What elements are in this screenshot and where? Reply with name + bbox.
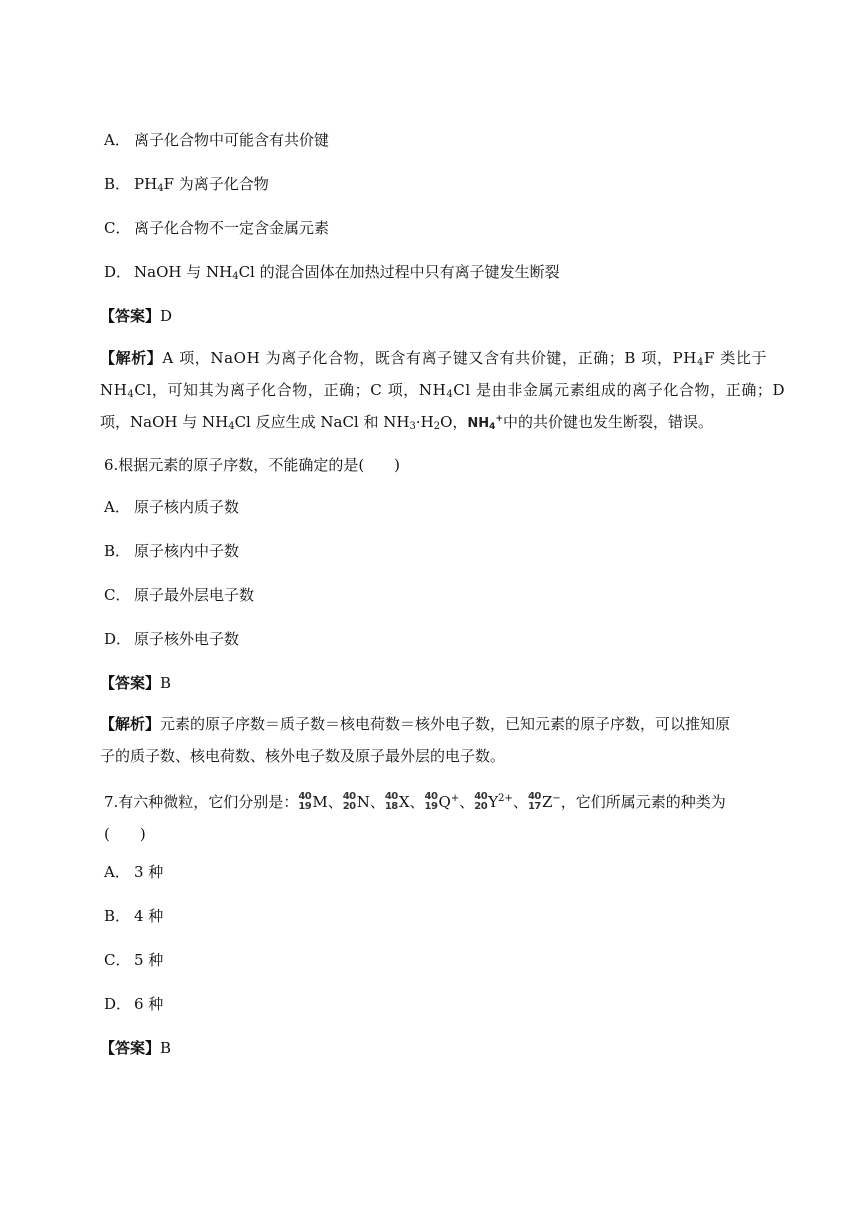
option-letter: A． [104, 863, 130, 881]
subscript: 4 [697, 357, 704, 368]
option-text-post: F 为离子化合物 [163, 175, 269, 193]
analysis-text: 元素的原子序数＝质子数＝核电荷数＝核外电子数，已知元素的原子序数，可以推知原 [160, 715, 731, 733]
ion-charge: − [552, 793, 561, 804]
ion-charge: 2+ [498, 793, 513, 804]
analysis-line-1 [100, 342, 768, 374]
particle-n [343, 793, 385, 811]
formula-base: NH [467, 416, 490, 431]
analysis-text: A 项，NaOH 为离子化合物，既含有离子键又含有共价键，正确；B 项，PH [162, 349, 697, 367]
atomic-number: 17 [527, 801, 541, 812]
particle-x [385, 793, 425, 811]
subscript: 4 [446, 389, 454, 400]
element-symbol: X [398, 793, 410, 811]
particle-y [474, 793, 528, 811]
option-letter: A． [104, 498, 130, 516]
option-text-post: Cl 的混合固体在加热过程中只有离子键发生断裂 [238, 263, 560, 281]
option-text: 6 种 [134, 995, 164, 1013]
analysis-text: Cl 是由非金属元素组成的离子化合物，正确；D [453, 381, 786, 399]
atomic-number: 20 [342, 801, 356, 812]
mass-number: 40 [527, 791, 541, 802]
q7-stem [104, 786, 756, 850]
element-symbol: M [312, 793, 328, 811]
option-letter: B． [104, 907, 131, 925]
answer-tag: 【答案】 [100, 674, 161, 692]
analysis-tag: 【解析】 [100, 715, 161, 733]
option-text: 原子核内中子数 [134, 542, 240, 560]
element-symbol: Z [541, 793, 553, 811]
element-symbol: Y [488, 793, 499, 811]
q5-option-c [104, 218, 329, 238]
option-letter: D． [104, 263, 132, 281]
separator: 、 [459, 793, 475, 811]
option-text: 离子化合物不一定含金属元素 [134, 219, 330, 237]
option-text: 3 种 [134, 863, 164, 881]
option-letter: A． [104, 131, 130, 149]
q6-analysis [100, 708, 760, 772]
option-text: 4 种 [134, 907, 164, 925]
answer-value: B [160, 1039, 172, 1057]
option-letter: D． [104, 995, 132, 1013]
analysis-line-3 [100, 406, 760, 440]
element-symbol: N [356, 793, 370, 811]
ammonium-formula [467, 416, 503, 431]
option-text: 5 种 [134, 951, 164, 969]
particle-list [298, 793, 560, 811]
nuclide-numbers [425, 792, 438, 812]
separator: 、 [369, 793, 385, 811]
answer-value: D [160, 307, 173, 325]
q6-option-a [104, 497, 239, 517]
mass-number: 40 [342, 791, 356, 802]
separator: 、 [409, 793, 425, 811]
subscript: 3 [409, 421, 416, 432]
stem-text: 7.有六种微粒，它们分别是： [104, 793, 299, 811]
option-letter: B． [104, 175, 131, 193]
answer-value: B [160, 674, 172, 692]
q5-option-b [104, 174, 269, 194]
option-letter: C． [104, 586, 131, 604]
analysis-text: Cl，可知其为离子化合物，正确；C 项，NH [134, 381, 447, 399]
nuclide-numbers [528, 792, 541, 812]
option-text: 原子最外层电子数 [134, 586, 255, 604]
q6-stem: 6.根据元素的原子序数，不能确定的是( ) [104, 456, 401, 474]
element-symbol: Q [438, 793, 451, 811]
stem-text: ，它们所属元素的种类为 [560, 793, 726, 811]
atomic-number: 19 [424, 801, 438, 812]
q6-answer [100, 673, 171, 693]
option-text: 原子核外电子数 [134, 630, 240, 648]
analysis-tag: 【解析】 [100, 349, 163, 367]
option-text-pre: PH [134, 175, 158, 193]
option-text: 原子核内质子数 [134, 498, 240, 516]
particle-m [298, 793, 342, 811]
analysis-text: ·H [415, 413, 434, 431]
q5-analysis [100, 342, 786, 440]
q7-option-d [104, 994, 163, 1014]
separator: 、 [512, 793, 528, 811]
q7-stem-line-2: ( ) [104, 825, 146, 843]
mass-number: 40 [298, 791, 312, 802]
mass-number: 40 [384, 791, 398, 802]
analysis-text: 项，NaOH 与 NH [100, 413, 229, 431]
option-letter: D． [104, 630, 132, 648]
analysis-text: Cl 反应生成 NaCl 和 NH [234, 413, 410, 431]
q6-option-d [104, 629, 239, 649]
analysis-text: O， [440, 413, 468, 431]
subscript: 4 [232, 271, 239, 282]
q5-option-a [104, 130, 329, 150]
analysis-line-2 [100, 374, 786, 406]
q7-option-b [104, 906, 163, 926]
subscript: 2 [433, 421, 441, 432]
atomic-number: 20 [474, 801, 488, 812]
mass-number: 40 [474, 791, 488, 802]
answer-tag: 【答案】 [100, 1039, 161, 1057]
q7-stem-line-1 [104, 786, 756, 818]
option-text: 离子化合物中可能含有共价键 [134, 131, 330, 149]
atomic-number: 18 [384, 801, 398, 812]
q5-answer [100, 306, 172, 326]
separator: 、 [327, 793, 343, 811]
q7-option-a [104, 862, 163, 882]
analysis-line-2: 子的质子数、核电荷数、核外电子数及原子最外层的电子数。 [100, 747, 506, 765]
analysis-text: 中的共价键也发生断裂，错误。 [502, 413, 713, 431]
subscript: 4 [157, 183, 164, 194]
analysis-text: F 类比于 [703, 349, 768, 367]
subscript: 4 [228, 421, 235, 432]
option-letter: C． [104, 219, 131, 237]
particle-z [528, 793, 561, 811]
particle-q [425, 793, 475, 811]
nuclide-numbers [343, 792, 356, 812]
superscript: + [495, 414, 503, 424]
analysis-line-1 [100, 708, 760, 740]
option-letter: C． [104, 951, 131, 969]
nuclide-numbers [298, 792, 311, 812]
option-text-pre: NaOH 与 NH [134, 263, 233, 281]
q6-option-c [104, 585, 254, 605]
nuclide-numbers [385, 792, 398, 812]
ion-charge: + [450, 793, 460, 804]
q7-option-c [104, 950, 163, 970]
q6-option-b [104, 541, 239, 561]
subscript: 4 [127, 389, 135, 400]
analysis-text: NH [100, 381, 128, 399]
nuclide-numbers [474, 792, 487, 812]
option-letter: B． [104, 542, 131, 560]
mass-number: 40 [424, 791, 438, 802]
subscript: 4 [489, 422, 496, 432]
q5-option-d [104, 262, 560, 282]
answer-tag: 【答案】 [100, 307, 161, 325]
atomic-number: 19 [298, 801, 312, 812]
q7-answer [100, 1038, 171, 1058]
